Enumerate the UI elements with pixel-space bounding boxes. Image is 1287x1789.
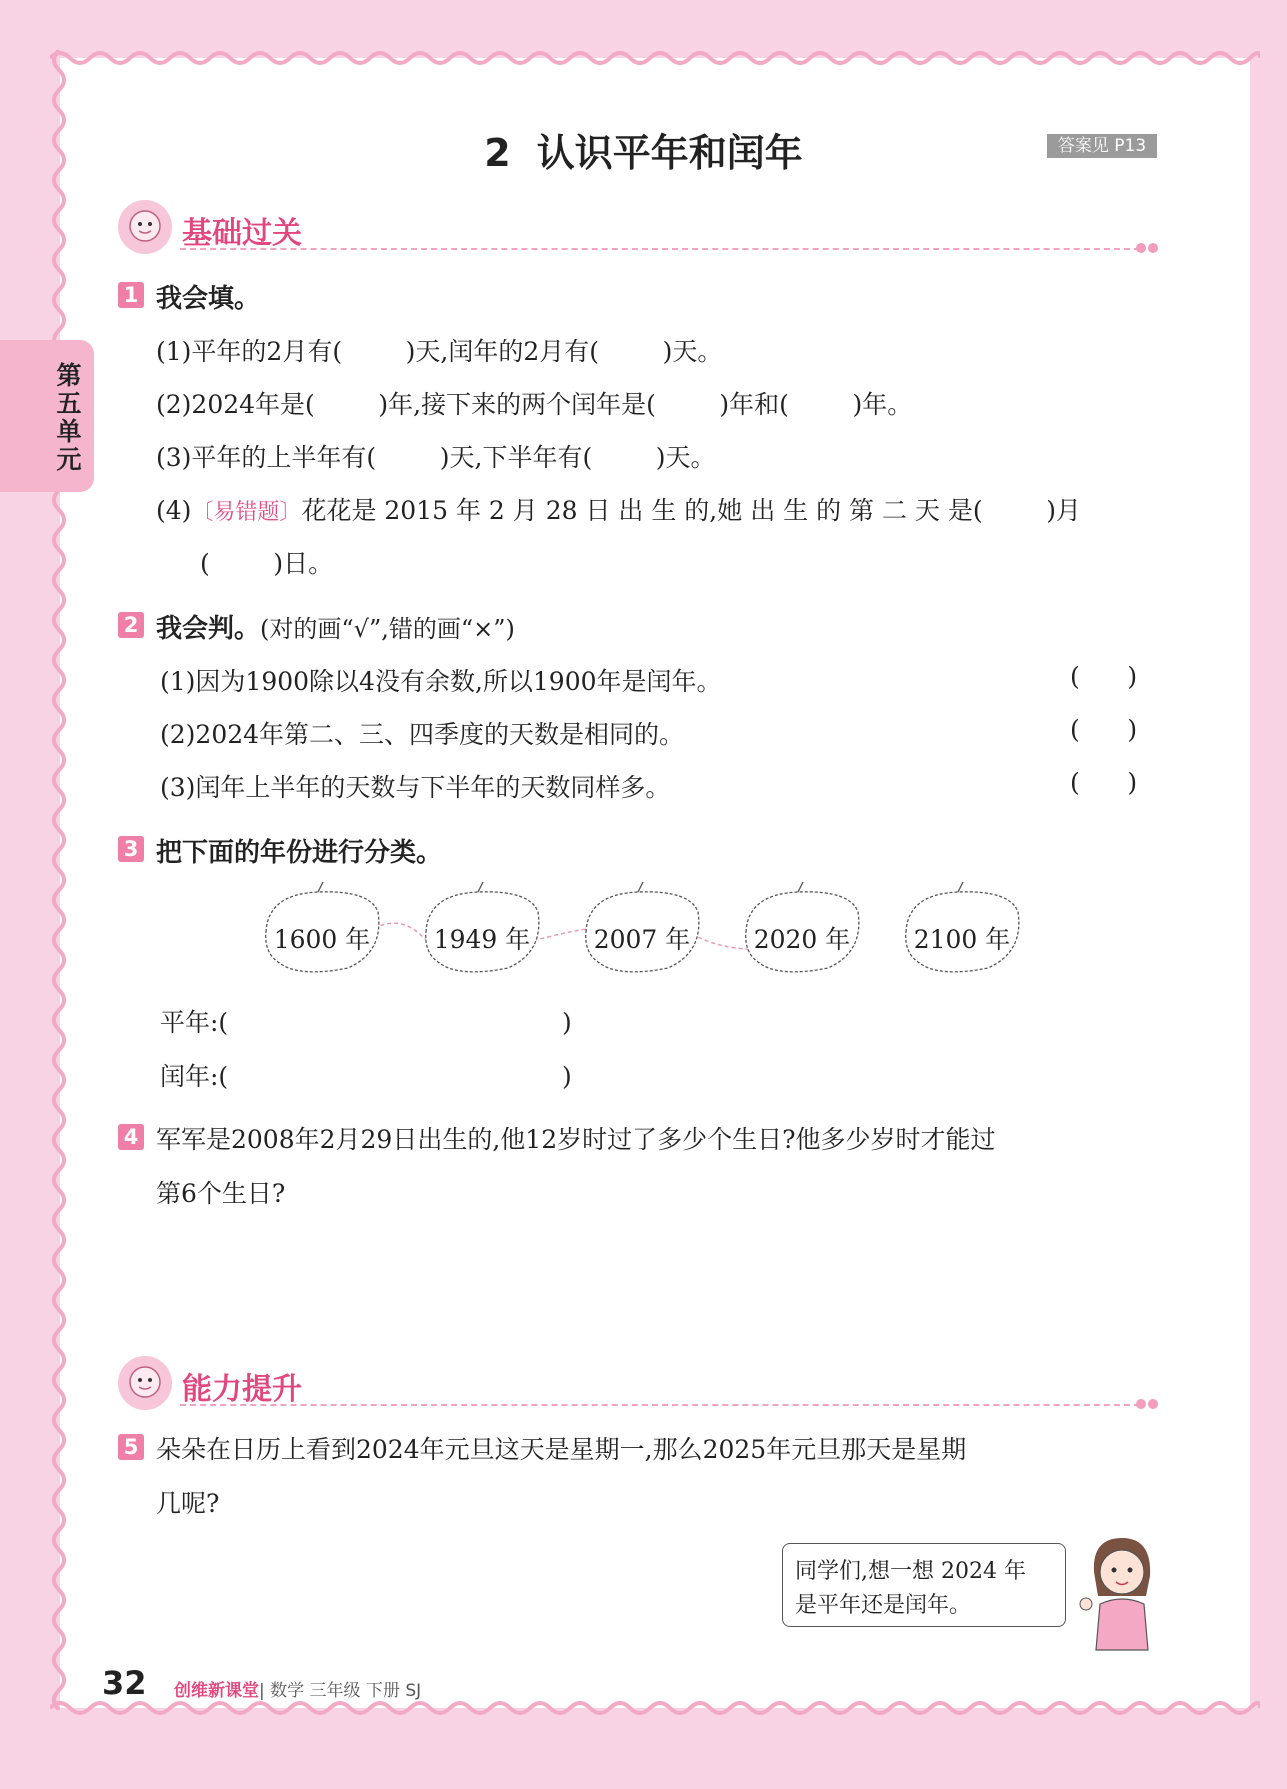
- section-title-ability: 能力提升: [182, 1372, 302, 1407]
- section-header-ability: [118, 1356, 1158, 1412]
- book-info: | 数学 三年级 下册 SJ: [259, 1681, 422, 1701]
- unit-side-tab: [0, 340, 94, 492]
- year-label: 2007 年: [593, 925, 691, 954]
- q1-item-2: (2)2024年是( )年,接下来的两个闰年是( )年和( )年。: [156, 390, 913, 419]
- question-1-heading: 我会填。: [156, 284, 261, 314]
- q5-text-line-1: 朵朵在日历上看到2024年元旦这天是星期一,那么2025年元旦那天是星期: [156, 1435, 967, 1464]
- question-3-heading: 把下面的年份进行分类。: [156, 838, 443, 868]
- year-label: 2020 年: [753, 925, 851, 954]
- year-label: 1949 年: [433, 925, 531, 954]
- year-leaf-row: [248, 882, 1028, 992]
- year-leaf-2007: [578, 882, 706, 976]
- q2-head-text: 我会判。: [156, 614, 261, 644]
- common-year-answer[interactable]: 平年:( ): [160, 1008, 572, 1037]
- decorative-dots: [1134, 1394, 1158, 1413]
- q1-item-3: (3)平年的上半年有( )天,下半年有( )天。: [156, 443, 716, 472]
- q2-answer-blank-3[interactable]: ( ): [1070, 768, 1138, 797]
- question-number-3: 3: [118, 836, 144, 862]
- answer-reference-badge: 答案见 P13: [1047, 134, 1157, 158]
- leap-year-answer[interactable]: 闰年:( ): [160, 1062, 572, 1091]
- q1-item-4-cont: ( )日。: [200, 549, 334, 578]
- speech-bubble: [782, 1543, 1066, 1627]
- girl-character-icon: [1076, 1532, 1166, 1652]
- question-number-5: 5: [118, 1434, 144, 1460]
- q1-item-1: (1)平年的2月有( )天,闰年的2月有( )天。: [156, 337, 723, 366]
- monkey-mascot-icon: [118, 200, 172, 254]
- question-number-1: 1: [118, 282, 144, 308]
- question-number-2: 2: [118, 612, 144, 638]
- q2-item-1: (1)因为1900除以4没有余数,所以1900年是闰年。: [160, 667, 722, 696]
- wavy-border-left: [46, 50, 72, 1710]
- year-leaf-1949: [418, 882, 546, 976]
- decorative-dots: [1134, 238, 1158, 257]
- q1-item-4-text: 花花是 2015 年 2 月 28 日 出 生 的,她 出 生 的 第 二 天 是( )月: [301, 496, 1081, 525]
- q1-item-4: [156, 491, 1081, 527]
- unit-label: 第五单元: [56, 361, 82, 474]
- q2-answer-blank-1[interactable]: ( ): [1070, 662, 1138, 691]
- bubble-line-1: 同学们,想一想 2024 年: [795, 1559, 1026, 1584]
- q2-answer-blank-2[interactable]: ( ): [1070, 715, 1138, 744]
- q5-text-line-2: 几呢?: [156, 1489, 220, 1518]
- year-label: 2100 年: [913, 925, 1011, 954]
- year-leaf-2100: [898, 882, 1026, 976]
- brand-name: 创维新课堂: [174, 1681, 259, 1701]
- monkey-mascot-icon: [118, 1356, 172, 1410]
- title-number: 2: [484, 131, 511, 175]
- q4-text-line-1: 军军是2008年2月29日出生的,他12岁时过了多少个生日?他多少岁时才能过: [156, 1125, 996, 1154]
- question-number-4: 4: [118, 1124, 144, 1150]
- year-leaf-2020: [738, 882, 866, 976]
- title-text: 认识平年和闰年: [536, 131, 803, 175]
- q2-item-3: (3)闰年上半年的天数与下半年的天数同样多。: [160, 773, 671, 802]
- bubble-line-2: 是平年还是闰年。: [795, 1593, 972, 1618]
- page-number: 32: [102, 1664, 147, 1702]
- year-leaf-1600: [258, 882, 386, 976]
- footer-brand: [174, 1676, 421, 1701]
- section-divider: [180, 248, 1140, 250]
- section-title-basic: 基础过关: [182, 216, 302, 251]
- question-2-heading: [156, 608, 515, 645]
- q1-item-4-prefix: (4): [156, 496, 192, 525]
- q2-item-2: (2)2024年第二、三、四季度的天数是相同的。: [160, 720, 685, 749]
- year-label: 1600 年: [273, 925, 371, 954]
- section-divider: [180, 1404, 1140, 1406]
- wavy-border-top: [50, 44, 1260, 72]
- section-header-basic: [118, 200, 1158, 256]
- q4-text-line-2: 第6个生日?: [156, 1179, 286, 1208]
- q2-note: (对的画“√”,错的画“×”): [260, 615, 515, 643]
- error-prone-tag: 〔易错题〕: [191, 500, 302, 525]
